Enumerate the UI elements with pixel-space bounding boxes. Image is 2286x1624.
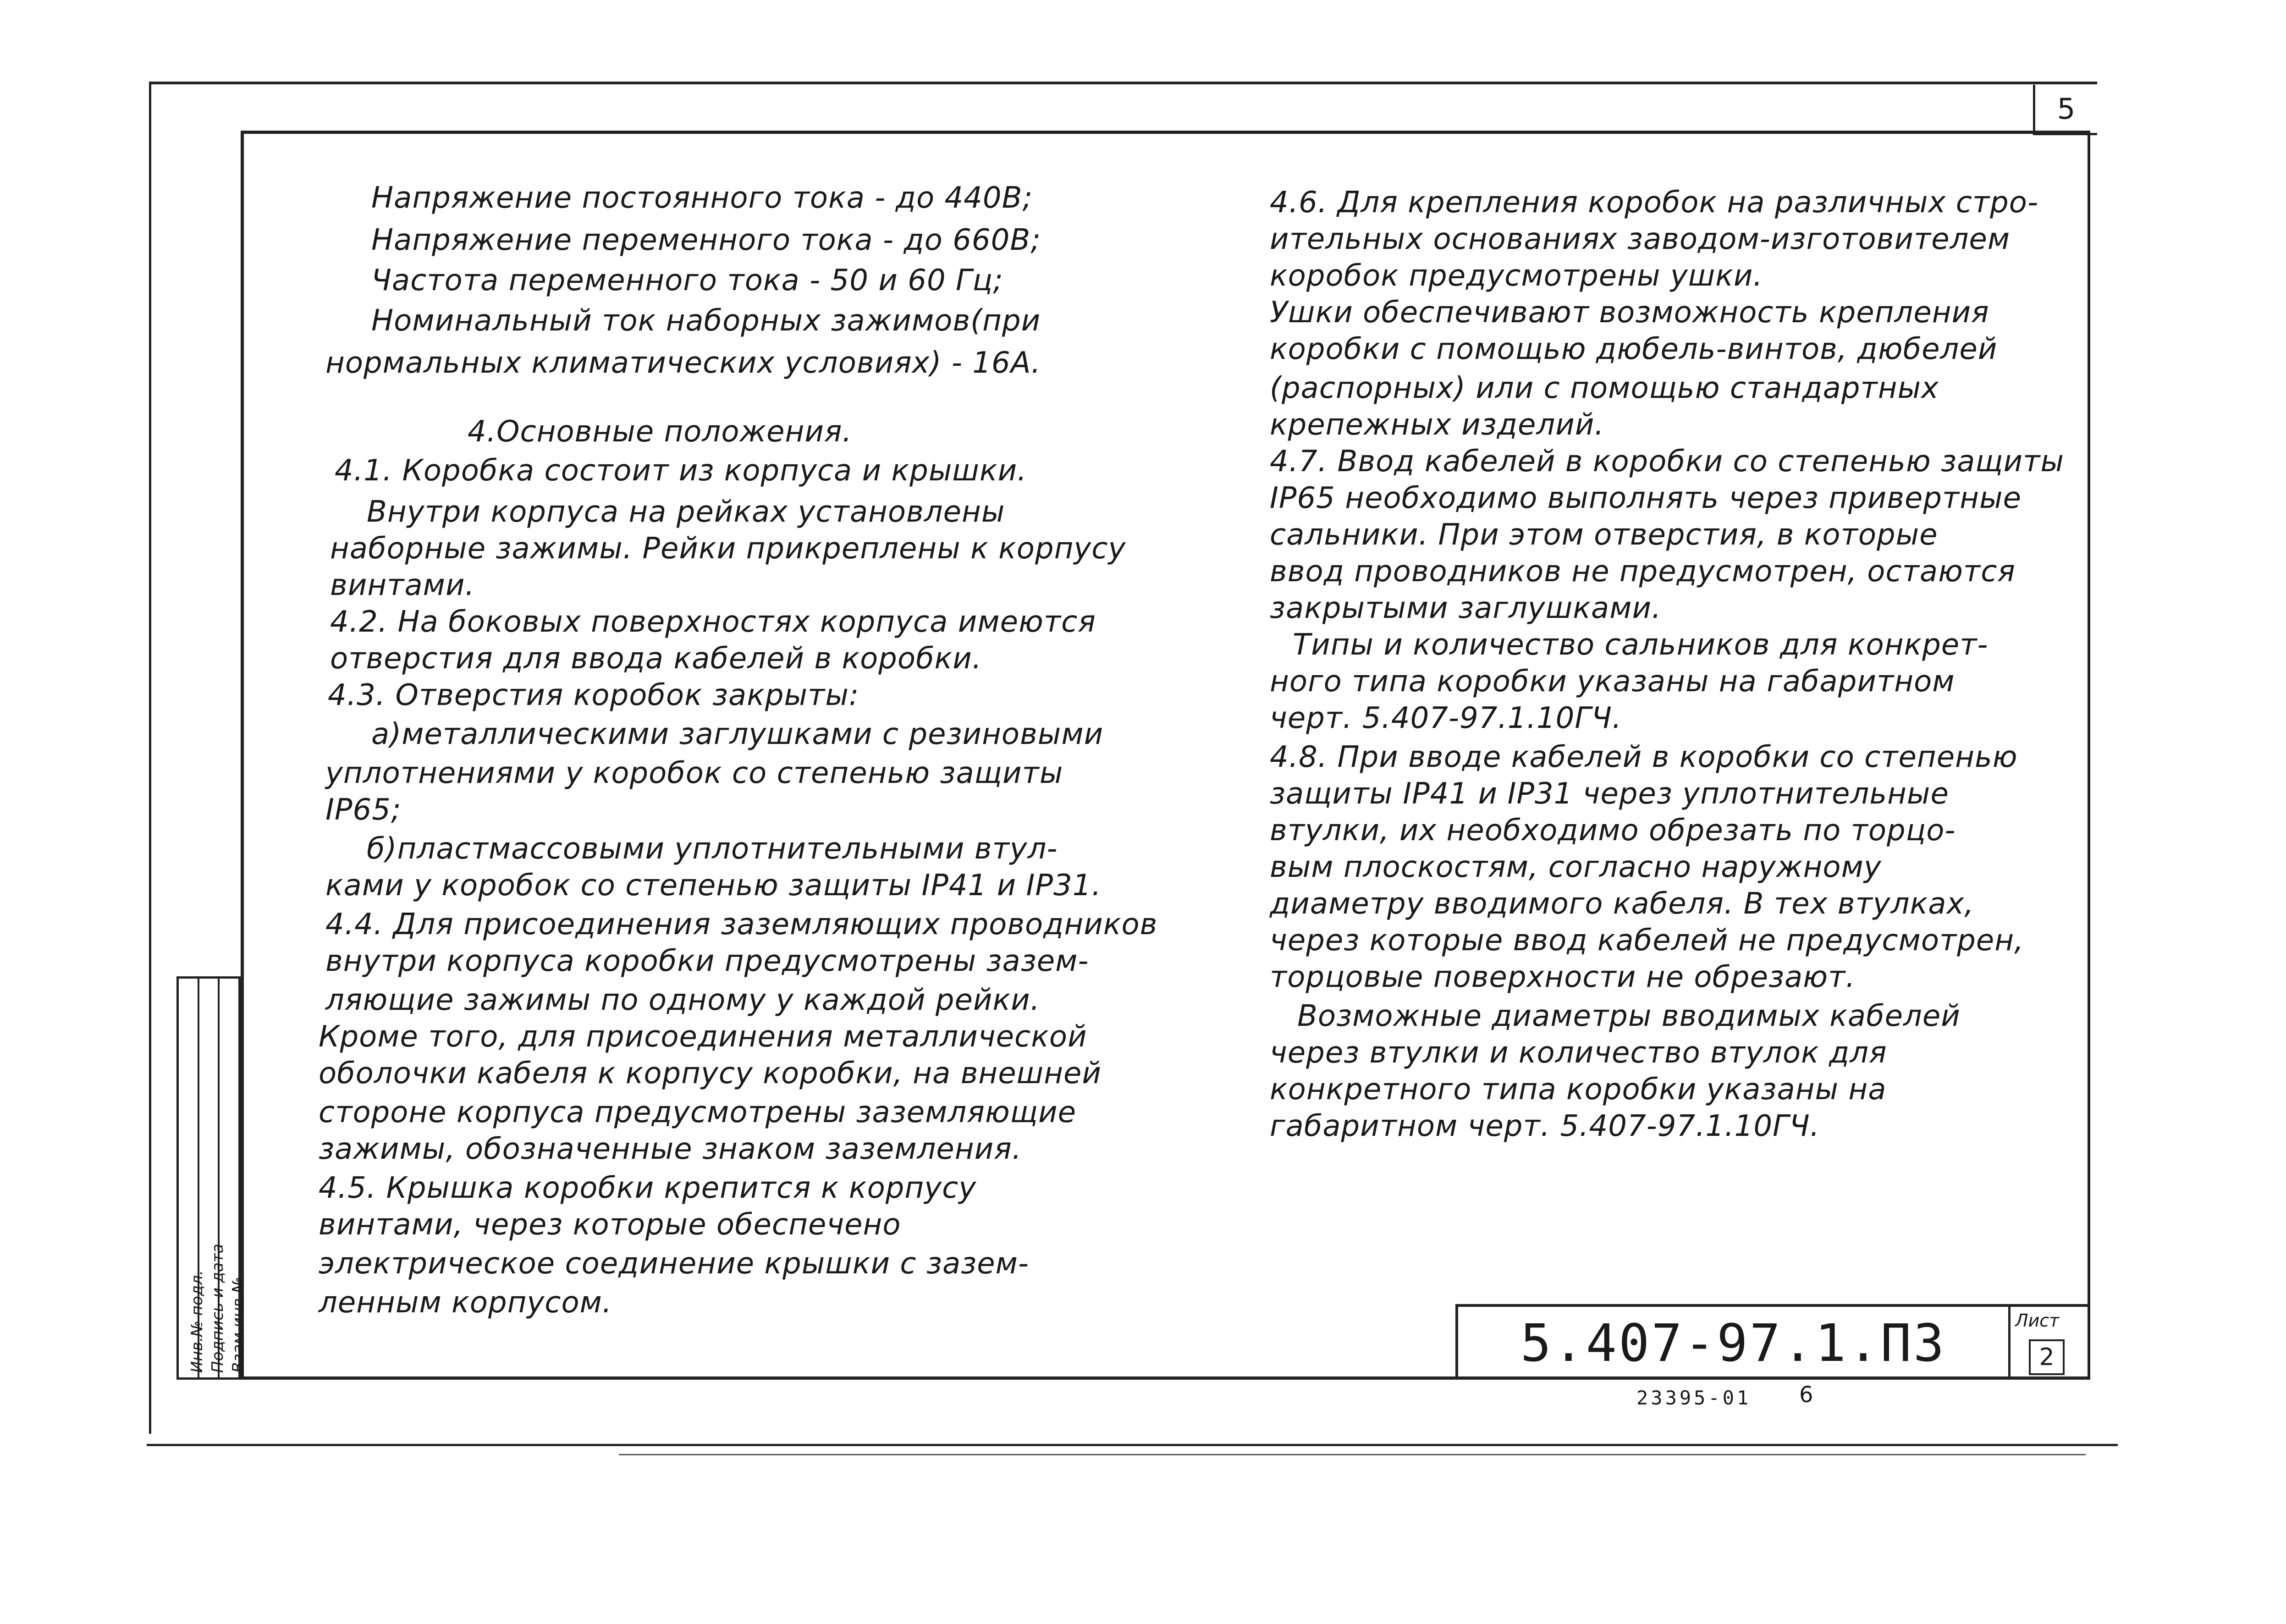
text-line: ками у коробок со степенью защиты IP41 и IP31. xyxy=(325,869,1102,903)
text-line: 4.4. Для присоединения заземляющих проводников xyxy=(325,908,1158,941)
text-line: отверстия для ввода кабелей в коробки. xyxy=(330,642,982,676)
sheet-number: 2 xyxy=(2029,1339,2065,1375)
stamp-label: Подпись и дата xyxy=(209,1244,227,1373)
text-line: IP65; xyxy=(325,793,402,827)
text-line: оболочки кабеля к корпусу коробки, на внешней xyxy=(319,1057,1102,1090)
sheet-box xyxy=(2008,1307,2093,1380)
archive-number: 23395-01 xyxy=(1636,1387,1752,1409)
sheet-label: Лист xyxy=(2015,1310,2060,1331)
page-number: 5 xyxy=(2057,92,2076,126)
archive-page: 6 xyxy=(1799,1382,1813,1408)
page-number-box xyxy=(2033,85,2097,135)
text-line: Напряжение переменного тока - до 660В; xyxy=(371,223,1041,257)
text-line: б)пластмассовыми уплотнительными втул- xyxy=(367,832,1058,866)
text-line: ного типа коробки указаны на габаритном xyxy=(1270,665,1955,699)
text-line: закрытыми заглушками. xyxy=(1270,591,1662,625)
stamp-cell-inventory xyxy=(179,979,207,1377)
text-line: ленным корпусом. xyxy=(319,1286,612,1320)
text-line: Номинальный ток наборных зажимов(при xyxy=(371,304,1041,338)
stamp-cell-signature xyxy=(199,979,227,1377)
text-line: ляющие зажимы по одному у каждой рейки. xyxy=(325,983,1041,1017)
text-line: Кроме того, для присоединения металлической xyxy=(319,1020,1087,1054)
text-line: внутри корпуса коробки предусмотрены зазем- xyxy=(325,944,1089,978)
text-line: Напряжение постоянного тока - до 440В; xyxy=(371,181,1033,215)
text-line: крепежных изделий. xyxy=(1270,408,1604,442)
text-line: IP65 необходимо выполнять через привертные xyxy=(1270,481,2022,515)
text-line: Частота переменного тока - 50 и 60 Гц; xyxy=(371,264,1003,297)
text-line: ввод проводников не предусмотрен, остаются xyxy=(1270,555,2016,589)
right-text-column xyxy=(1270,186,2067,1171)
stamp-label: Инв.№ подл. xyxy=(188,1270,207,1373)
text-line: коробки с помощью дюбель-винтов, дюбелей xyxy=(1270,332,1998,366)
section-heading: 4.Основные положения. xyxy=(468,415,852,449)
text-line: торцовые поверхности не обрезают. xyxy=(1270,960,1856,994)
text-line: сальники. При этом отверстия, в которые xyxy=(1270,518,1938,552)
text-line: 4.2. На боковых поверхностях корпуса имеются xyxy=(330,605,1096,639)
text-line: 4.1. Коробка состоит из корпуса и крышки. xyxy=(335,454,1027,488)
text-line: 4.7. Ввод кабелей в коробки со степенью защиты xyxy=(1270,445,2064,479)
document-code: 5.407-97.1.ПЗ xyxy=(1520,1313,1946,1373)
text-line: а)металлическими заглушками с резиновыми xyxy=(371,717,1104,751)
text-line: Внутри корпуса на рейках установлены xyxy=(367,495,1005,529)
text-line: коробок предусмотрены ушки. xyxy=(1270,259,1763,293)
text-line: втулки, их необходимо обрезать по торцо- xyxy=(1270,814,1956,848)
text-line: винтами. xyxy=(330,568,475,602)
bottom-rule xyxy=(147,1444,2118,1446)
text-line: ительных основаниях заводом-изготовителем xyxy=(1270,222,2011,256)
text-line: 4.3. Отверстия коробок закрыты: xyxy=(328,678,859,712)
text-line: наборные зажимы. Рейки прикреплены к корпусу xyxy=(330,532,1126,566)
stamp-label: Взам.инв.№ xyxy=(229,1277,248,1373)
text-line: Ушки обеспечивают возможность крепления xyxy=(1270,296,1989,330)
stamp-cell-replacement xyxy=(220,979,248,1377)
text-line: габаритном черт. 5.407-97.1.10ГЧ. xyxy=(1270,1109,1820,1143)
text-line: 4.6. Для крепления коробок на различных стро- xyxy=(1270,186,2039,220)
title-block xyxy=(1455,1304,2090,1380)
text-line: нормальных климатических условиях) - 16А. xyxy=(325,346,1041,380)
text-line: винтами, через которые обеспечено xyxy=(319,1208,901,1242)
text-line: зажимы, обозначенные знаком заземления. xyxy=(319,1132,1022,1166)
text-line: через втулки и количество втулок для xyxy=(1270,1036,1887,1070)
left-text-column xyxy=(316,181,1164,1327)
text-line: защиты IP41 и IP31 через уплотнительные xyxy=(1270,777,1949,811)
text-line: Типы и количество сальников для конкрет- xyxy=(1293,628,1989,662)
text-line: стороне корпуса предусмотрены заземляющие xyxy=(319,1096,1076,1129)
text-line: конкретного типа коробки указаны на xyxy=(1270,1073,1887,1107)
text-line: 4.8. При вводе кабелей в коробки со степенью xyxy=(1270,740,2018,774)
text-line: электрическое соединение крышки с зазем- xyxy=(319,1247,1029,1281)
side-stamp xyxy=(176,976,248,1380)
text-line: черт. 5.407-97.1.10ГЧ. xyxy=(1270,701,1622,735)
text-line: через которые ввод кабелей не предусмотрен, xyxy=(1270,924,2024,958)
text-line: Возможные диаметры вводимых кабелей xyxy=(1297,999,1961,1033)
text-line: диаметру вводимого кабеля. В тех втулках, xyxy=(1270,887,1974,921)
text-line: уплотнениями у коробок со степенью защиты xyxy=(325,756,1063,790)
text-line: 4.5. Крышка коробки крепится к корпусу xyxy=(319,1171,977,1205)
text-line: (распорных) или с помощью стандартных xyxy=(1270,371,1939,405)
bottom-rule-secondary xyxy=(619,1454,2086,1455)
text-line: вым плоскостям, согласно наружному xyxy=(1270,850,1882,884)
